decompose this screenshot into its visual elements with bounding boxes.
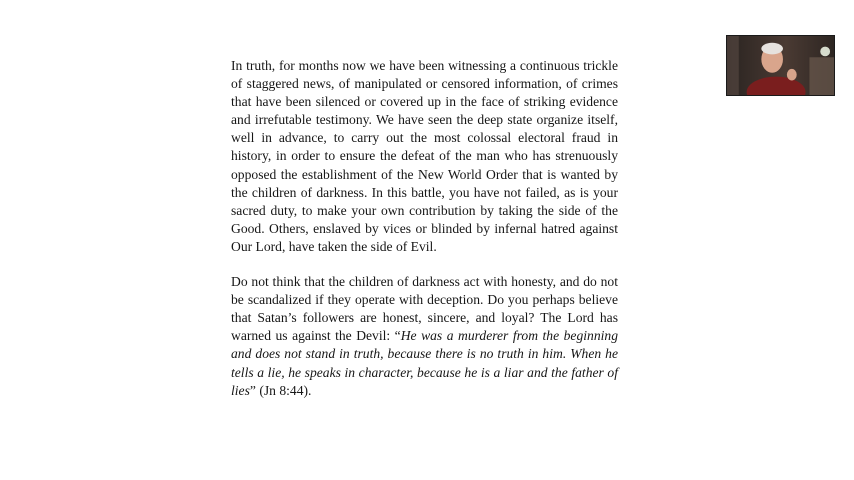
presenter-hair <box>761 43 783 55</box>
scripture-citation: ” (Jn 8:44). <box>249 382 312 398</box>
presenter-video-icon <box>727 36 834 95</box>
paragraph-2-intro: Do not think that the children of darkness act with honesty, and do not be scandalized if they operate with deception. Do you perhaps believe that Satan’s followers are honest, sincere, and loyal? The Lord has warned us against the Devil: “ <box>231 274 618 344</box>
scripture-quote: He was a murderer from the beginning and does not stand in truth, because there is no truth in him. When he tells a lie, he speaks in character, because he is a liar and the father of lies <box>231 328 618 398</box>
webcam-overlay <box>726 35 835 96</box>
wall-panel <box>727 36 739 95</box>
lamp-light <box>820 47 830 57</box>
presenter-hand <box>787 69 797 81</box>
document-page <box>231 57 618 400</box>
paragraph-2 <box>231 273 618 400</box>
bookshelf <box>809 57 834 95</box>
paragraph-1: In truth, for months now we have been witnessing a continuous trickle of staggered news, of manipulated or censored information, of crimes that have been silenced or covered up in the face of striking evidence and irrefutable testimony. We have seen the deep state organize itself, well in advance, to carry out the most colossal electoral fraud in history, in order to ensure the defeat of the man who has strenuously opposed the establishment of the New World Order that is wanted by the children of darkness. In this battle, you have not failed, as is your sacred duty, to make your own contribution by taking the side of the Good. Others, enslaved by vices or blinded by infernal hatred against Our Lord, have taken the side of Evil. <box>231 58 618 254</box>
